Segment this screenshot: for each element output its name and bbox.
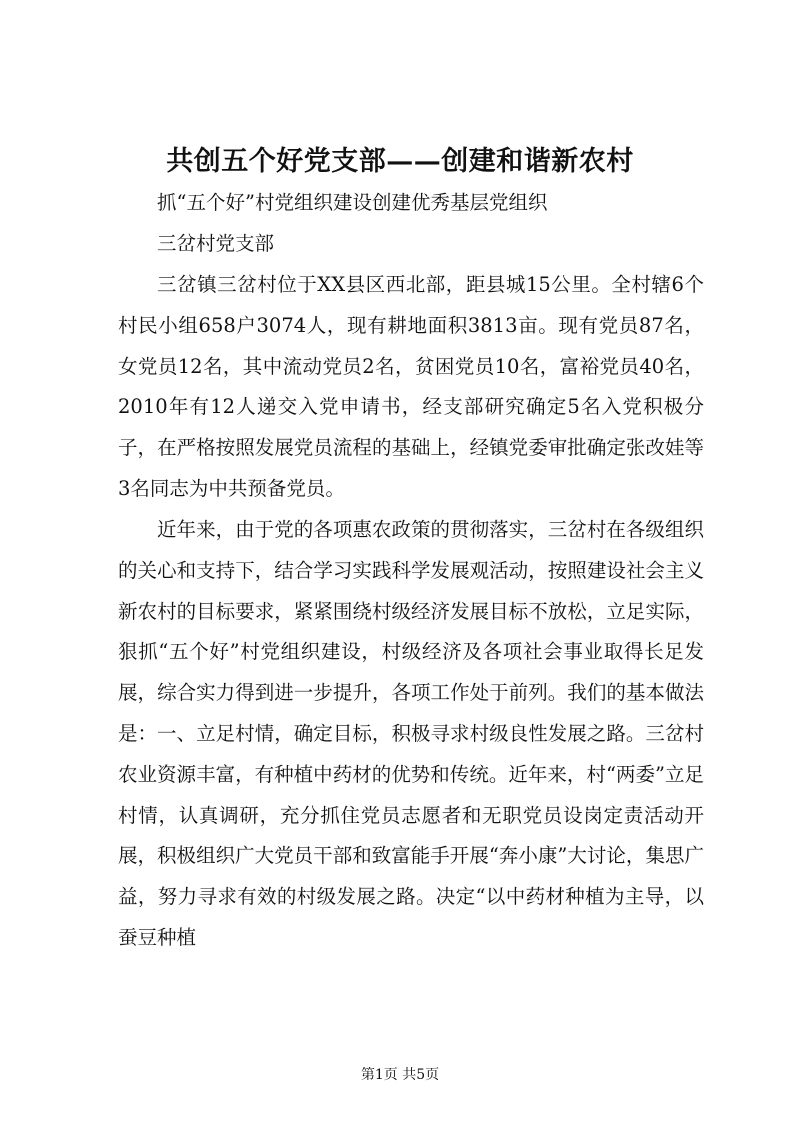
document-title: 共创五个好党支部——创建和谐新农村: [166, 146, 634, 177]
author-unit: 三岔村党支部: [157, 232, 275, 255]
paragraph-section-one: 一、立足村情，确定目标，积极寻求村级良性发展之路。三岔村农业资源丰富，有种植中药材的优势和传统。近年来，村“两委”立足村情，认真调研，充分抓住党员志愿者和无职党员设岗定责活动开展，积极组织广大党员干部和致富能手开展“奔小康”大讨论，集思广益，努力寻求有效的村级发展之路。决定“以中药材种植为主导，以蚕豆种植: [118, 722, 704, 949]
document-subtitle: 抓“五个好”村党组织建设创建优秀基层党组织: [157, 191, 548, 214]
paragraph-village-overview: 三岔镇三岔村位于XX县区西北部，距县城15公里。全村辖6个村民小组658户3074人，现有耕地面积3813亩。现有党员87名，女党员12名，其中流动党员2名，贫困党员10名，富裕党员40名，2010年有12人递交入党申请书，经支部研究确定5名入党积极分子，在严格按照发展党员流程的基础上，经镇党委审批确定张改娃等3名同志为中共预备党员。: [118, 273, 704, 500]
page-number-footer: 第1页 共5页: [360, 1067, 440, 1083]
paragraph-recent-years: 近年来，由于党的各项惠农政策的贯彻落实，三岔村在各级组织的关心和支持下，结合学习实践科学发展观活动，按照建设社会主义新农村的目标要求，紧紧围绕村级经济发展目标不放松，立足实际，狠抓“五个好”村党组织建设，村级经济及各项社会事业取得长足发展，综合实力得到进一步提升，各项工作处于前列。我们的基本做法是：: [118, 518, 704, 745]
